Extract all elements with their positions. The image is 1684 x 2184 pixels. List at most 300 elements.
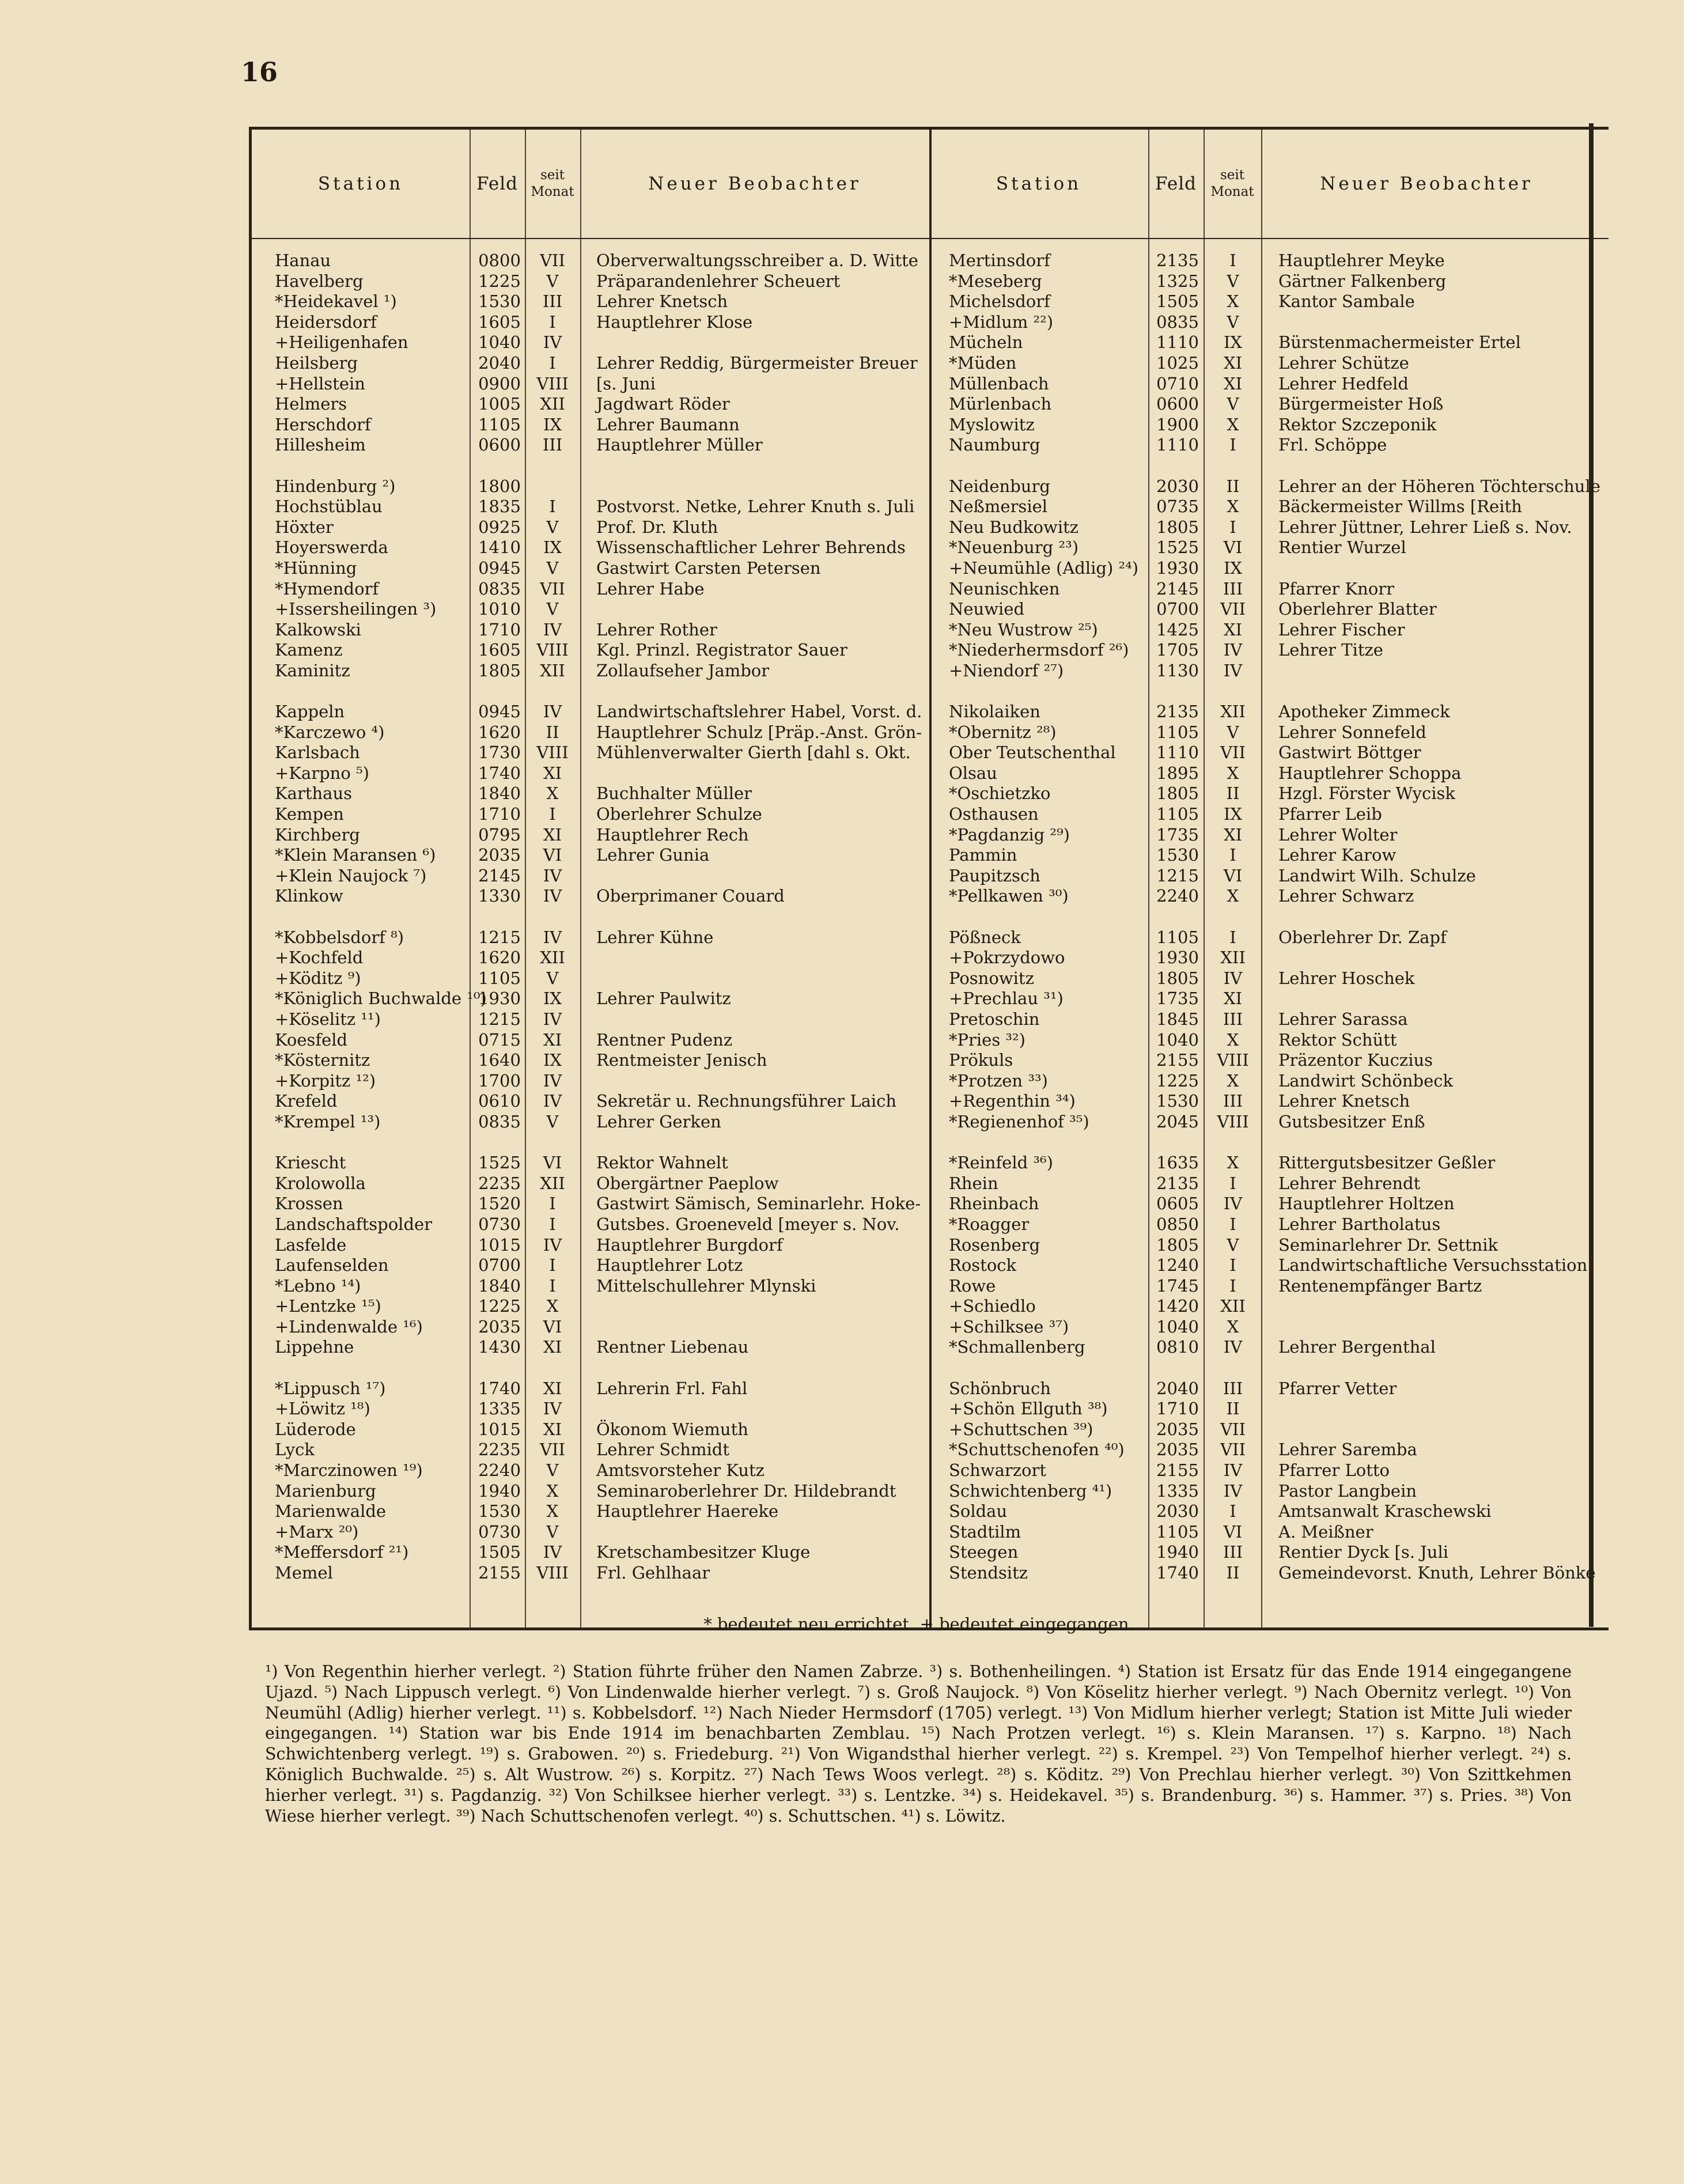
observer-cell: Hauptlehrer Müller — [596, 435, 763, 455]
monat-cell: V — [546, 517, 559, 537]
station-cell: *Meseberg — [949, 271, 1042, 291]
monat-cell: I — [549, 497, 556, 517]
monat-cell: IV — [1223, 640, 1243, 660]
monat-cell: IV — [543, 1542, 562, 1562]
station-cell: Rheinbach — [949, 1194, 1039, 1214]
monat-cell: VI — [1223, 538, 1243, 558]
station-cell: Neunischken — [949, 578, 1060, 599]
feld-cell: 1105 — [1156, 927, 1199, 947]
station-cell: Hindenburg ²) — [275, 476, 396, 496]
monat-cell: X — [1227, 414, 1239, 434]
monat-cell: XII — [1220, 702, 1246, 722]
station-cell: *Lippusch ¹⁷) — [275, 1378, 386, 1398]
feld-cell: 1505 — [1156, 292, 1199, 312]
observer-cell: Lehrer Fischer — [1278, 619, 1405, 639]
monat-cell: VII — [540, 1440, 565, 1460]
observer-cell: Lehrer Knetsch — [596, 292, 728, 312]
monat-cell: V — [1227, 722, 1239, 742]
observer-cell: Gemeindevorst. Knuth, Lehrer Bönke — [1278, 1563, 1596, 1583]
observer-cell: Lehrer Jüttner, Lehrer Ließ s. Nov. — [1278, 517, 1572, 537]
monat-cell: VII — [540, 251, 565, 270]
station-cell: *Meffersdorf ²¹) — [275, 1542, 409, 1562]
feld-cell: 1835 — [478, 497, 521, 517]
monat-cell: XII — [540, 394, 565, 414]
observer-cell: Prof. Dr. Kluth — [596, 517, 718, 537]
feld-cell: 1525 — [478, 1153, 521, 1173]
monat-cell: VI — [543, 1153, 562, 1173]
observer-cell: Rentmeister Jenisch — [596, 1050, 767, 1070]
station-cell: Mücheln — [949, 332, 1023, 353]
monat-cell: II — [1226, 783, 1240, 804]
station-cell: Kirchberg — [275, 824, 360, 845]
feld-cell: 1805 — [1156, 1235, 1199, 1255]
observer-cell: Frl. Gehlhaar — [596, 1563, 710, 1583]
table-row — [252, 948, 1609, 968]
table-row — [252, 1563, 1609, 1584]
observer-cell: Lehrer Gerken — [596, 1111, 721, 1131]
monat-cell: XI — [543, 1337, 562, 1357]
station-cell: +Hellstein — [275, 373, 365, 393]
monat-cell: XI — [543, 824, 562, 845]
feld-cell: 0700 — [1156, 599, 1199, 619]
monat-cell: IX — [543, 1050, 562, 1070]
station-cell: *Oschietzko — [949, 783, 1051, 804]
station-cell: *Protzen ³³) — [949, 1070, 1048, 1091]
observer-cell: Lehrer Kühne — [596, 927, 714, 947]
table-row — [252, 497, 1609, 517]
table-row — [252, 928, 1609, 948]
monat-cell: X — [1227, 886, 1239, 906]
monat-cell: XII — [540, 948, 565, 968]
station-cell: Neßmersiel — [949, 497, 1048, 517]
station-cell: Olsau — [949, 763, 997, 783]
station-cell: Hochstüblau — [275, 497, 383, 517]
feld-cell: 2135 — [1156, 251, 1199, 270]
station-cell: Krossen — [275, 1194, 343, 1214]
feld-cell: 1735 — [1156, 824, 1199, 845]
monat-cell: XII — [1220, 1296, 1246, 1316]
monat-cell: I — [549, 1255, 556, 1275]
observer-cell: Wissenschaftlicher Lehrer Behrends — [596, 538, 906, 558]
station-cell: *Schuttschenofen ⁴⁰) — [949, 1440, 1125, 1460]
observer-cell: Pastor Langbein — [1278, 1481, 1417, 1501]
observer-cell: Oberlehrer Dr. Zapf — [1278, 927, 1447, 947]
table-row — [252, 1112, 1609, 1133]
feld-cell: 0835 — [478, 578, 521, 599]
table-row — [252, 1460, 1609, 1481]
table-row — [252, 1296, 1609, 1317]
header-feld-right: Feld — [1155, 173, 1197, 194]
feld-cell: 1505 — [478, 1542, 521, 1562]
station-cell: Osthausen — [949, 804, 1039, 824]
observer-cell: Seminarlehrer Dr. Settnik — [1278, 1235, 1498, 1255]
monat-cell: XII — [540, 660, 565, 680]
monat-cell: III — [1223, 1542, 1243, 1562]
observer-cell: Kantor Sambale — [1278, 292, 1415, 312]
monat-cell: V — [546, 968, 559, 988]
feld-cell: 2030 — [1156, 476, 1199, 496]
station-cell: Myslowitz — [949, 414, 1035, 434]
station-cell: Ober Teutschenthal — [949, 743, 1116, 763]
feld-cell: 2155 — [1156, 1460, 1199, 1481]
header-feld-left: Feld — [476, 173, 518, 194]
observer-cell: Pfarrer Lotto — [1278, 1460, 1390, 1481]
observer-cell: Bürgermeister Hoß — [1278, 394, 1444, 414]
station-cell: *Pagdanzig ²⁹) — [949, 824, 1070, 845]
observer-cell: Rittergutsbesitzer Geßler — [1278, 1153, 1496, 1173]
feld-cell: 0800 — [478, 251, 521, 270]
monat-cell: IV — [543, 927, 562, 947]
feld-cell: 1015 — [478, 1235, 521, 1255]
monat-cell: I — [1229, 517, 1236, 537]
monat-cell: IV — [543, 332, 562, 353]
monat-cell: IV — [543, 886, 562, 906]
station-cell: Lüderode — [275, 1419, 356, 1439]
table-row — [252, 435, 1609, 456]
station-cell: Mertinsdorf — [949, 251, 1050, 270]
feld-cell: 1105 — [1156, 804, 1199, 824]
station-cell: Marienwalde — [275, 1501, 387, 1521]
monat-cell: V — [546, 271, 559, 291]
monat-cell: V — [1227, 271, 1239, 291]
monat-cell: I — [1229, 845, 1236, 865]
station-cell: *Krempel ¹³) — [275, 1111, 381, 1131]
observer-cell: Lehrer Wolter — [1278, 824, 1398, 845]
observer-cell: Gärtner Falkenberg — [1278, 271, 1447, 291]
station-cell: Heidersdorf — [275, 312, 377, 332]
feld-cell: 1940 — [1156, 1542, 1199, 1562]
observer-cell: Lehrerin Frl. Fahl — [596, 1378, 748, 1398]
station-cell: Naumburg — [949, 435, 1040, 455]
station-cell: Kriescht — [275, 1153, 346, 1173]
monat-cell: IV — [1223, 1194, 1243, 1214]
table-row — [252, 517, 1609, 538]
table-row — [252, 1153, 1609, 1174]
monat-cell: XI — [1223, 353, 1243, 373]
feld-cell: 1700 — [478, 1070, 521, 1091]
feld-cell: 1930 — [1156, 558, 1199, 578]
observer-cell: Apotheker Zimmeck — [1278, 702, 1450, 722]
monat-cell: X — [546, 1481, 559, 1501]
observer-cell: Lehrer Schwarz — [1278, 886, 1414, 906]
feld-cell: 1040 — [1156, 1029, 1199, 1050]
table-row — [252, 968, 1609, 989]
station-cell: Pretoschin — [949, 1009, 1040, 1029]
station-cell: Laufenselden — [275, 1255, 389, 1275]
feld-cell: 2240 — [1156, 886, 1199, 906]
monat-cell: IV — [1223, 1460, 1243, 1481]
monat-cell: XI — [1223, 619, 1243, 639]
table-row — [252, 886, 1609, 907]
station-cell: Karlsbach — [275, 743, 360, 763]
feld-cell: 1110 — [1156, 332, 1199, 353]
observer-cell: Mittelschullehrer Mlynski — [596, 1275, 816, 1296]
feld-cell: 1900 — [1156, 414, 1199, 434]
observer-cell: Oberlehrer Blatter — [1278, 599, 1437, 619]
monat-cell: VI — [1223, 1521, 1243, 1542]
feld-cell: 1805 — [1156, 968, 1199, 988]
station-cell: Kalkowski — [275, 619, 361, 639]
station-cell: Neuwied — [949, 599, 1025, 619]
station-cell: +Kochfeld — [275, 948, 364, 968]
feld-cell: 1805 — [1156, 517, 1199, 537]
feld-cell: 1010 — [478, 599, 521, 619]
table-row — [252, 1030, 1609, 1051]
feld-cell: 1740 — [478, 1378, 521, 1398]
monat-cell: IV — [1223, 1337, 1243, 1357]
station-cell: *Hymendorf — [275, 578, 379, 599]
monat-cell: I — [549, 312, 556, 332]
observer-cell: Bürstenmachermeister Ertel — [1278, 332, 1521, 353]
station-cell: +Schuttschen ³⁹) — [949, 1419, 1093, 1439]
station-cell: Karthaus — [275, 783, 352, 804]
station-cell: +Regenthin ³⁴) — [949, 1091, 1076, 1111]
observer-cell: Lehrer Reddig, Bürgermeister Breuer — [596, 353, 918, 373]
monat-cell: III — [542, 435, 563, 455]
feld-cell: 0925 — [478, 517, 521, 537]
monat-cell: VIII — [536, 743, 569, 763]
monat-cell: IV — [543, 1009, 562, 1029]
observer-cell: Zollaufseher Jambor — [596, 660, 770, 680]
observer-cell: Hauptlehrer Schoppa — [1278, 763, 1462, 783]
table-row — [252, 476, 1609, 497]
feld-cell: 1110 — [1156, 435, 1199, 455]
table-row — [252, 1379, 1609, 1399]
observer-cell: Lehrer Paulwitz — [596, 989, 731, 1009]
station-cell: Klinkow — [275, 886, 343, 906]
feld-cell: 1800 — [478, 476, 521, 496]
table-row — [252, 1317, 1609, 1338]
observer-cell: Rektor Wahnelt — [596, 1153, 728, 1173]
monat-cell: III — [542, 292, 563, 312]
feld-cell: 1805 — [1156, 783, 1199, 804]
feld-cell: 1840 — [478, 783, 521, 804]
feld-cell: 2040 — [478, 353, 521, 373]
feld-cell: 1225 — [1156, 1070, 1199, 1091]
station-cell: Hoyerswerda — [275, 538, 388, 558]
feld-cell: 1015 — [478, 1419, 521, 1439]
station-cell: *Hünning — [275, 558, 357, 578]
station-cell: *Schmallenberg — [949, 1337, 1085, 1357]
observer-cell: Lehrer Titze — [1278, 640, 1383, 660]
observer-cell: Gastwirt Carsten Petersen — [596, 558, 821, 578]
feld-cell: 1025 — [1156, 353, 1199, 373]
table-row — [252, 292, 1609, 312]
table-row — [252, 1235, 1609, 1256]
monat-cell: V — [546, 1521, 559, 1542]
header-seit: seit — [1220, 168, 1244, 183]
observer-cell: Kgl. Prinzl. Registrator Sauer — [596, 640, 847, 660]
observer-cell: Oberprimaner Couard — [596, 886, 785, 906]
station-cell: +Schiedlo — [949, 1296, 1036, 1316]
station-cell: Krefeld — [275, 1091, 338, 1111]
footnotes: ¹) Von Regenthin hierher verlegt. ²) Station führte früher den Namen Zabrze. ³) s. Bothenheilingen. ⁴) Station ist Ersatz für das Ende 1914 eingegangene Ujazd. ⁵) Nach Lippusch verlegt. ⁶) Von Lindenwalde hierher verlegt. ⁷) s. Groß Naujock. ⁸) Von Köselitz hierher verlegt. ⁹) Nach Obernitz verlegt. ¹⁰) Von Neumühl (Adlig) hierher verlegt. ¹¹) s. Kobbelsdorf. ¹²) Nach Nieder Hermsdorf (1705) verlegt. ¹³) Von Midlum hierher verlegt; Station ist Mitte Juli wieder eingegangen. ¹⁴) Station war bis Ende 1914 im benachbarten Zemblau. ¹⁵) Nach Protzen verlegt. ¹⁶) s. Klein Maransen. ¹⁷) s. Karpno. ¹⁸) Nach Schwichtenberg verlegt. ¹⁹) s. Grabowen. ²⁰) s. Friedeburg. ²¹) Von Wigandsthal hierher verlegt. ²²) s. Krempel. ²³) Von Tempelhof hierher verlegt. ²⁴) s. Königlich Buchwalde. ²⁵) s. Alt Wustrow. ²⁶) s. Korpitz. ²⁷) Nach Tews Woos verlegt. ²⁸) s. Köditz. ²⁹) Von Prechlau hierher verlegt. ³⁰) Von Szittkehmen hierher verlegt. ³¹) s. Pagdanzig. ³²) Von Schilksee hierher verlegt. ³³) s. Lentzke. ³⁴) s. Heidekavel. ³⁵) s. Brandenburg. ³⁶) s. Hammer. ³⁷) s. Pries. ³⁸) Von Wiese hierher verlegt. ³⁹) Nach Schuttschenofen verlegt. ⁴⁰) s. Schuttschen. ⁴¹) s. Löwitz. — [265, 1662, 1572, 1826]
observer-cell: A. Meißner — [1278, 1521, 1373, 1542]
station-cell: *Pries ³²) — [949, 1029, 1025, 1050]
monat-cell: I — [1229, 1501, 1236, 1521]
table-row — [252, 394, 1609, 415]
feld-cell: 0835 — [478, 1111, 521, 1131]
table-row — [252, 763, 1609, 784]
station-cell: Rosenberg — [949, 1235, 1040, 1255]
observer-cell: Hauptlehrer Rech — [596, 824, 749, 845]
monat-cell: VII — [540, 578, 565, 599]
station-cell: Schönbruch — [949, 1378, 1051, 1398]
feld-cell: 0735 — [1156, 497, 1199, 517]
observer-cell: [s. Juni — [596, 373, 656, 393]
monat-cell: I — [1229, 1255, 1236, 1275]
feld-cell: 0945 — [478, 702, 521, 722]
observer-cell: Gastwirt Sämisch, Seminarlehr. Hoke- — [596, 1194, 921, 1214]
monat-cell: VII — [1220, 599, 1246, 619]
observer-cell: Rektor Szczeponik — [1278, 414, 1437, 434]
page-number: 16 — [241, 56, 278, 88]
feld-cell: 1530 — [1156, 1091, 1199, 1111]
observer-cell: Lehrer Bartholatus — [1278, 1214, 1441, 1234]
station-cell: Müllenbach — [949, 373, 1049, 393]
monat-cell: X — [1227, 1070, 1239, 1091]
station-cell: +Pokrzydowo — [949, 948, 1065, 968]
feld-cell: 0710 — [1156, 373, 1199, 393]
monat-cell: III — [1223, 1091, 1243, 1111]
monat-cell: XII — [540, 1173, 565, 1193]
station-cell: Pammin — [949, 845, 1017, 865]
monat-cell: VII — [1220, 743, 1246, 763]
monat-cell: VIII — [536, 1563, 569, 1583]
monat-cell: X — [1227, 292, 1239, 312]
table-row — [252, 558, 1609, 579]
feld-cell: 2045 — [1156, 1111, 1199, 1131]
observer-cell: Hauptlehrer Meyke — [1278, 251, 1445, 270]
monat-cell: X — [1227, 1316, 1239, 1337]
table-row — [252, 661, 1609, 682]
observer-cell: Buchhalter Müller — [596, 783, 752, 804]
station-cell: *Karczewo ⁴) — [275, 722, 385, 742]
feld-cell: 1530 — [478, 292, 521, 312]
monat-cell: I — [1229, 1214, 1236, 1234]
table-row — [252, 579, 1609, 600]
monat-cell: III — [1223, 578, 1243, 599]
station-cell: +Klein Naujock ⁷) — [275, 865, 427, 885]
observer-cell: Rentenempfänger Bartz — [1278, 1275, 1482, 1296]
observer-cell: Hauptlehrer Burgdorf — [596, 1235, 783, 1255]
feld-cell: 1430 — [478, 1337, 521, 1357]
feld-cell: 1240 — [1156, 1255, 1199, 1275]
feld-cell: 2155 — [1156, 1050, 1199, 1070]
observer-cell: Landwirtschaftliche Versuchsstation — [1278, 1255, 1588, 1275]
row-gap — [252, 456, 1609, 476]
observer-cell: Ökonom Wiemuth — [596, 1419, 748, 1439]
feld-cell: 1225 — [478, 1296, 521, 1316]
monat-cell: III — [1223, 1009, 1243, 1029]
feld-cell: 1840 — [478, 1275, 521, 1296]
feld-cell: 0600 — [1156, 394, 1199, 414]
monat-cell: I — [1229, 1173, 1236, 1193]
table-row — [252, 1440, 1609, 1460]
table-row — [252, 1337, 1609, 1358]
observer-cell: Lehrer Gunia — [596, 845, 710, 865]
station-cell: Herschdorf — [275, 414, 371, 434]
station-cell: Lasfelde — [275, 1235, 347, 1255]
table-row — [252, 353, 1609, 374]
observer-cell: Lehrer Sonnefeld — [1278, 722, 1426, 742]
observer-cell: Seminaroberlehrer Dr. Hildebrandt — [596, 1481, 896, 1501]
header-station-left: Station — [317, 173, 404, 194]
monat-cell: V — [546, 599, 559, 619]
monat-cell: X — [1227, 1153, 1239, 1173]
monat-cell: X — [1227, 763, 1239, 783]
feld-cell: 1530 — [478, 1501, 521, 1521]
station-cell: *Müden — [949, 353, 1017, 373]
feld-cell: 0795 — [478, 824, 521, 845]
feld-cell: 1740 — [478, 763, 521, 783]
feld-cell: 1225 — [478, 271, 521, 291]
station-cell: *Klein Maransen ⁶) — [275, 845, 436, 865]
station-cell: Helmers — [275, 394, 347, 414]
table-row — [252, 1214, 1609, 1235]
feld-cell: 1325 — [1156, 271, 1199, 291]
observer-cell: Frl. Schöppe — [1278, 435, 1387, 455]
feld-cell: 1710 — [478, 804, 521, 824]
table-row — [252, 332, 1609, 353]
table-row — [252, 1050, 1609, 1071]
feld-cell: 1730 — [478, 743, 521, 763]
station-cell: Höxter — [275, 517, 334, 537]
observer-cell: Obergärtner Paeplow — [596, 1173, 779, 1193]
table-row — [252, 251, 1609, 271]
observer-cell: Hauptlehrer Lotz — [596, 1255, 743, 1275]
monat-cell: X — [546, 783, 559, 804]
observer-cell: Rentner Liebenau — [596, 1337, 749, 1357]
station-cell: +Karpno ⁵) — [275, 763, 369, 783]
station-cell: +Heiligenhafen — [275, 332, 408, 353]
feld-cell: 2155 — [478, 1563, 521, 1583]
station-cell: Michelsdorf — [949, 292, 1050, 312]
observer-cell: Lehrer Rother — [596, 619, 717, 639]
monat-cell: VI — [543, 1316, 562, 1337]
station-cell: +Lentzke ¹⁵) — [275, 1296, 381, 1316]
table-row — [252, 1276, 1609, 1297]
station-cell: Havelberg — [275, 271, 364, 291]
observer-cell: Präzentor Kuczius — [1278, 1050, 1433, 1070]
observer-cell: Kretschambesitzer Kluge — [596, 1542, 811, 1562]
table-row — [252, 271, 1609, 292]
station-cell: *Königlich Buchwalde ¹⁰) — [275, 989, 487, 1009]
feld-cell: 1040 — [478, 332, 521, 353]
feld-cell: 1620 — [478, 948, 521, 968]
observer-cell: Bäckermeister Willms [Reith — [1278, 497, 1522, 517]
monat-cell: II — [546, 722, 559, 742]
observer-cell: Landwirt Wilh. Schulze — [1278, 865, 1476, 885]
feld-cell: 1215 — [478, 927, 521, 947]
feld-cell: 1745 — [1156, 1275, 1199, 1296]
feld-cell: 2135 — [1156, 1173, 1199, 1193]
feld-cell: 1735 — [1156, 989, 1199, 1009]
station-cell: Rowe — [949, 1275, 996, 1296]
monat-cell: II — [1226, 1563, 1240, 1583]
monat-cell: I — [549, 804, 556, 824]
monat-cell: IV — [543, 1070, 562, 1091]
header-station-right: Station — [996, 173, 1082, 194]
feld-cell: 1605 — [478, 312, 521, 332]
observer-cell: Lehrer Karow — [1278, 845, 1397, 865]
feld-cell: 1410 — [478, 538, 521, 558]
table-row — [252, 1501, 1609, 1522]
monat-cell: IV — [543, 1091, 562, 1111]
table-row — [252, 599, 1609, 620]
feld-cell: 0730 — [478, 1521, 521, 1542]
feld-cell: 1420 — [1156, 1296, 1199, 1316]
